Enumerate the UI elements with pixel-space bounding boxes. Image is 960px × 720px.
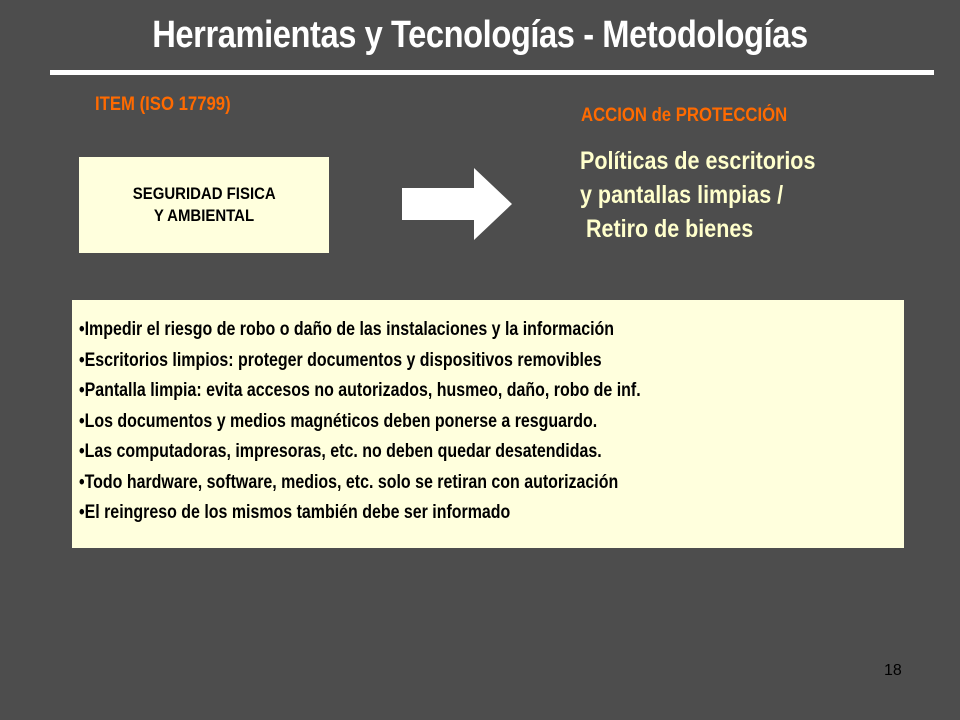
bullets-box [72,300,904,548]
bullet-item: •Todo hardware, software, medios, etc. solo se retiran con autorización [79,471,619,493]
slide-title: Herramientas y Tecnologías - Metodologías [152,14,808,56]
bullet-item: •Las computadoras, impresoras, etc. no deben quedar desatendidas. [79,441,602,462]
bullet-item: •Pantalla limpia: evita accesos no autorizados, husmeo, daño, robo de inf. [79,380,641,401]
bullet-item: •Impedir el riesgo de robo o daño de las instalaciones y la información [79,319,615,340]
category-line-2: Y AMBIENTAL [153,206,255,225]
item-label: ITEM (ISO 17799) [95,94,231,115]
right-arrow-icon [402,168,514,240]
bullet-item: •Los documentos y medios magnéticos deben ponerse a resguardo. [79,410,598,432]
page-number: 18 [884,662,902,679]
bullet-list [72,300,904,529]
category-line-1: SEGURIDAD FISICA [132,184,276,203]
title-underline [50,70,934,75]
category-box [79,157,329,253]
action-label: ACCION de PROTECCIÓN [581,105,788,126]
bullet-item: •Escritorios limpios: proteger documentos y dispositivos removibles [79,349,602,371]
bullet-item: •El reingreso de los mismos también debe ser informado [79,502,511,523]
protection-action-text: Políticas de escritorios y pantallas limpias / Retiro de bienes [580,147,816,243]
